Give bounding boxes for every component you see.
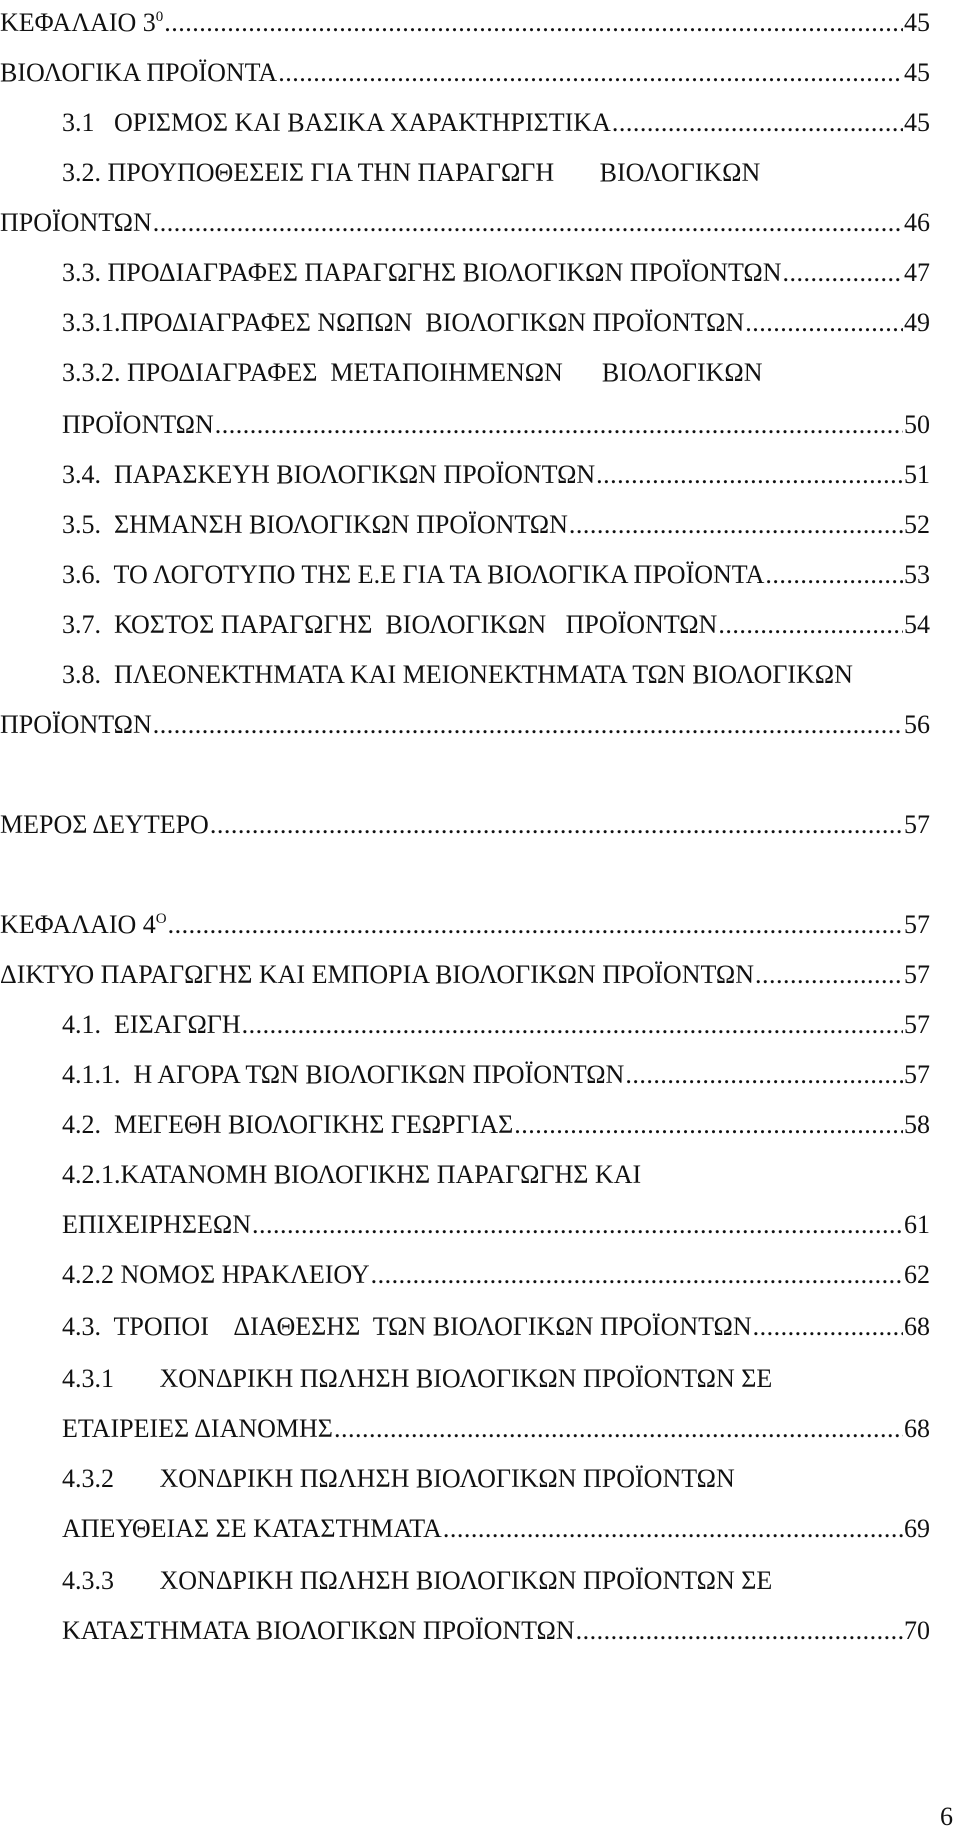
toc-entry	[62, 510, 930, 540]
toc-entry-text: 4.3.1 ΧΟΝΔΡΙΚΗ ΠΩΛΗΣΗ ΒΙΟΛΟΓΙΚΩΝ ΠΡΟΪΟΝΤΩΝ ΣΕ	[62, 1364, 773, 1393]
toc-entry-text: ΔΙΚΤΥΟ ΠΑΡΑΓΩΓΗΣ ΚΑΙ ΕΜΠΟΡΙΑ ΒΙΟΛΟΓΙΚΩΝ ΠΡΟΪΟΝΤΩΝ	[0, 960, 754, 989]
toc-page-number: 56	[904, 710, 930, 739]
toc-entry	[0, 810, 930, 840]
toc-entry-text: 3.5. ΣΗΜΑΝΣΗ ΒΙΟΛΟΓΙΚΩΝ ΠΡΟΪΟΝΤΩΝ	[62, 510, 568, 539]
toc-leader-dots	[745, 308, 903, 338]
toc-entry	[62, 1414, 930, 1444]
toc-page-number: 61	[904, 1210, 930, 1239]
toc-page-number: 62	[904, 1260, 930, 1289]
toc-entry-text: 3.4. ΠΑΡΑΣΚΕΥΗ ΒΙΟΛΟΓΙΚΩΝ ΠΡΟΪΟΝΤΩΝ	[62, 460, 596, 489]
toc-entry	[62, 158, 930, 188]
toc-page-number: 49	[904, 308, 930, 337]
toc-entry-text: 4.3. ΤΡΟΠΟΙ ΔΙΑΘΕΣΗΣ ΤΩΝ ΒΙΟΛΟΓΙΚΩΝ ΠΡΟΪΟΝΤΩΝ	[62, 1312, 752, 1341]
toc-entry-text: 4.1.1. Η ΑΓΟΡΑ ΤΩΝ ΒΙΟΛΟΓΙΚΩΝ ΠΡΟΪΟΝΤΩΝ	[62, 1060, 625, 1089]
toc-page-number: 69	[904, 1514, 930, 1543]
toc-page-number: 51	[904, 460, 930, 489]
toc-leader-dots	[755, 960, 903, 990]
toc-leader-dots	[164, 8, 903, 38]
toc-page-number: 52	[904, 510, 930, 539]
toc-leader-dots	[596, 460, 903, 490]
toc-leader-dots	[514, 1110, 903, 1140]
toc-entry	[62, 1010, 930, 1040]
toc-entry	[62, 1060, 930, 1090]
toc-entry-text: ΚΕΦΑΛΑΙΟ 3	[0, 8, 156, 37]
toc-entry	[62, 410, 930, 440]
toc-entry-text: ΚΕΦΑΛΑΙΟ 4	[0, 910, 156, 939]
toc-page-number: 50	[904, 410, 930, 439]
toc-leader-dots	[153, 208, 903, 238]
toc-entry-text: 3.8. ΠΛΕΟΝΕΚΤΗΜΑΤΑ ΚΑΙ ΜΕΙΟΝΕΚΤΗΜΑΤΑ ΤΩΝ ΒΙΟΛΟΓΙΚΩΝ	[62, 660, 853, 689]
toc-page-number: 54	[904, 610, 930, 639]
toc-entry-text: 4.1. ΕΙΣΑΓΩΓΗ	[62, 1010, 241, 1039]
toc-leader-dots	[443, 1514, 903, 1544]
toc-leader-dots	[215, 410, 903, 440]
toc-entry	[62, 1566, 930, 1596]
toc-entry	[62, 1464, 930, 1494]
toc-leader-dots	[765, 560, 903, 590]
toc-entry-superscript: Ο	[155, 911, 167, 927]
toc-entry-text: 3.3.1.ΠΡΟΔΙΑΓΡΑΦΕΣ ΝΩΠΩΝ ΒΙΟΛΟΓΙΚΩΝ ΠΡΟΪΟΝΤΩΝ	[62, 308, 745, 337]
toc-page-number: 68	[904, 1312, 930, 1341]
toc-entry-text: 3.3.2. ΠΡΟΔΙΑΓΡΑΦΕΣ ΜΕΤΑΠΟΙΗΜΕΝΩΝ ΒΙΟΛΟΓΙΚΩΝ	[62, 358, 763, 387]
toc-page-number: 57	[904, 810, 930, 839]
toc-page-number: 57	[904, 910, 930, 939]
toc-page-number: 47	[904, 258, 930, 287]
toc-entry	[62, 660, 930, 690]
toc-entry	[0, 208, 930, 238]
toc-entry-text: ΠΡΟΪΟΝΤΩΝ	[0, 208, 152, 237]
toc-entry-text: 4.3.3 ΧΟΝΔΡΙΚΗ ΠΩΛΗΣΗ ΒΙΟΛΟΓΙΚΩΝ ΠΡΟΪΟΝΤΩΝ ΣΕ	[62, 1566, 773, 1595]
toc-entry	[62, 308, 930, 338]
toc-entry-text: ΠΡΟΪΟΝΤΩΝ	[0, 710, 152, 739]
toc-entry-text: 4.2.2 ΝΟΜΟΣ ΗΡΑΚΛΕΙΟΥ	[62, 1260, 370, 1289]
toc-entry-text: 3.3. ΠΡΟΔΙΑΓΡΑΦΕΣ ΠΑΡΑΓΩΓΗΣ ΒΙΟΛΟΓΙΚΩΝ ΠΡΟΪΟΝΤΩΝ	[62, 258, 782, 287]
toc-leader-dots	[612, 108, 903, 138]
toc-entry	[0, 960, 930, 990]
toc-entry-text: 3.7. ΚΟΣΤΟΣ ΠΑΡΑΓΩΓΗΣ ΒΙΟΛΟΓΙΚΩΝ ΠΡΟΪΟΝΤΩΝ	[62, 610, 718, 639]
toc-leader-dots	[168, 910, 903, 940]
toc-leader-dots	[576, 1616, 903, 1646]
toc-entry-text: ΑΠΕΥΘΕΙΑΣ ΣΕ ΚΑΤΑΣΤΗΜΑΤΑ	[62, 1514, 442, 1543]
toc-entry	[62, 460, 930, 490]
toc-entry-text: 4.3.2 ΧΟΝΔΡΙΚΗ ΠΩΛΗΣΗ ΒΙΟΛΟΓΙΚΩΝ ΠΡΟΪΟΝΤΩΝ	[62, 1464, 735, 1493]
toc-entry-text: 4.2.1.ΚΑΤΑΝΟΜΗ ΒΙΟΛΟΓΙΚΗΣ ΠΑΡΑΓΩΓΗΣ ΚΑΙ	[62, 1160, 642, 1189]
toc-leader-dots	[242, 1010, 903, 1040]
toc-page-number: 58	[904, 1110, 930, 1139]
toc-page-number: 68	[904, 1414, 930, 1443]
toc-entry-text: 3.1 ΟΡΙΣΜΟΣ ΚΑΙ ΒΑΣΙΚΑ ΧΑΡΑΚΤΗΡΙΣΤΙΚΑ	[62, 108, 611, 137]
toc-entry	[62, 1210, 930, 1240]
toc-leader-dots	[569, 510, 903, 540]
toc-entry-text: 3.2. ΠΡΟΥΠΟΘΕΣΕΙΣ ΓΙΑ ΤΗΝ ΠΑΡΑΓΩΓΗ ΒΙΟΛΟΓΙΚΩΝ	[62, 158, 761, 187]
toc-page-number: 45	[904, 108, 930, 137]
toc-leader-dots	[153, 710, 903, 740]
toc-entry	[62, 1514, 930, 1544]
toc-entry	[62, 1616, 930, 1646]
toc-entry	[62, 258, 930, 288]
page-number: 6	[940, 1802, 953, 1831]
toc-leader-dots	[753, 1312, 903, 1342]
toc-leader-dots	[371, 1260, 903, 1290]
toc-entry	[62, 358, 930, 388]
toc-entry	[62, 560, 930, 590]
toc-leader-dots	[334, 1414, 903, 1444]
toc-entry	[0, 58, 930, 88]
toc-entry	[62, 1110, 930, 1140]
toc-entry-text: ΠΡΟΪΟΝΤΩΝ	[62, 410, 214, 439]
toc-leader-dots	[252, 1210, 903, 1240]
toc-page-number: 53	[904, 560, 930, 589]
toc-page-number: 57	[904, 1060, 930, 1089]
toc-entry	[0, 8, 930, 38]
toc-entry-text: ΜΕΡΟΣ ΔΕΥΤΕΡΟ	[0, 810, 209, 839]
toc-page-number: 45	[904, 58, 930, 87]
toc-entry	[62, 108, 930, 138]
toc-page-number: 57	[904, 1010, 930, 1039]
toc-entry-text: ΕΤΑΙΡΕΙΕΣ ΔΙΑΝΟΜΗΣ	[62, 1414, 333, 1443]
toc-page-number: 57	[904, 960, 930, 989]
toc-entry	[62, 1160, 930, 1190]
toc-page-number: 46	[904, 208, 930, 237]
toc-entry	[0, 910, 930, 940]
toc-entry-text: ΕΠΙΧΕΙΡΗΣΕΩΝ	[62, 1210, 251, 1239]
toc-entry-superscript: 0	[155, 9, 164, 25]
toc-entry	[0, 710, 930, 740]
toc-page-number: 70	[904, 1616, 930, 1645]
toc-entry-text: 4.2. ΜΕΓΕΘΗ ΒΙΟΛΟΓΙΚΗΣ ΓΕΩΡΓΙΑΣ	[62, 1110, 514, 1139]
toc-leader-dots	[718, 610, 903, 640]
toc-entry-text: ΒΙΟΛΟΓΙΚΑ ΠΡΟΪΟΝΤΑ	[0, 58, 278, 87]
toc-entry	[62, 610, 930, 640]
toc-entry-text: ΚΑΤΑΣΤΗΜΑΤΑ ΒΙΟΛΟΓΙΚΩΝ ΠΡΟΪΟΝΤΩΝ	[62, 1616, 575, 1645]
toc-entry-text: 3.6. ΤΟ ΛΟΓΟΤΥΠΟ ΤΗΣ Ε.Ε ΓΙΑ ΤΑ ΒΙΟΛΟΓΙΚΑ ΠΡΟΪΟΝΤΑ	[62, 560, 765, 589]
toc-entry	[62, 1364, 930, 1394]
toc-page-number: 45	[904, 8, 930, 37]
toc-leader-dots	[278, 58, 903, 88]
toc-entry	[62, 1260, 930, 1290]
toc-leader-dots	[783, 258, 904, 288]
toc-leader-dots	[210, 810, 903, 840]
toc-leader-dots	[625, 1060, 903, 1090]
toc-entry	[62, 1312, 930, 1342]
